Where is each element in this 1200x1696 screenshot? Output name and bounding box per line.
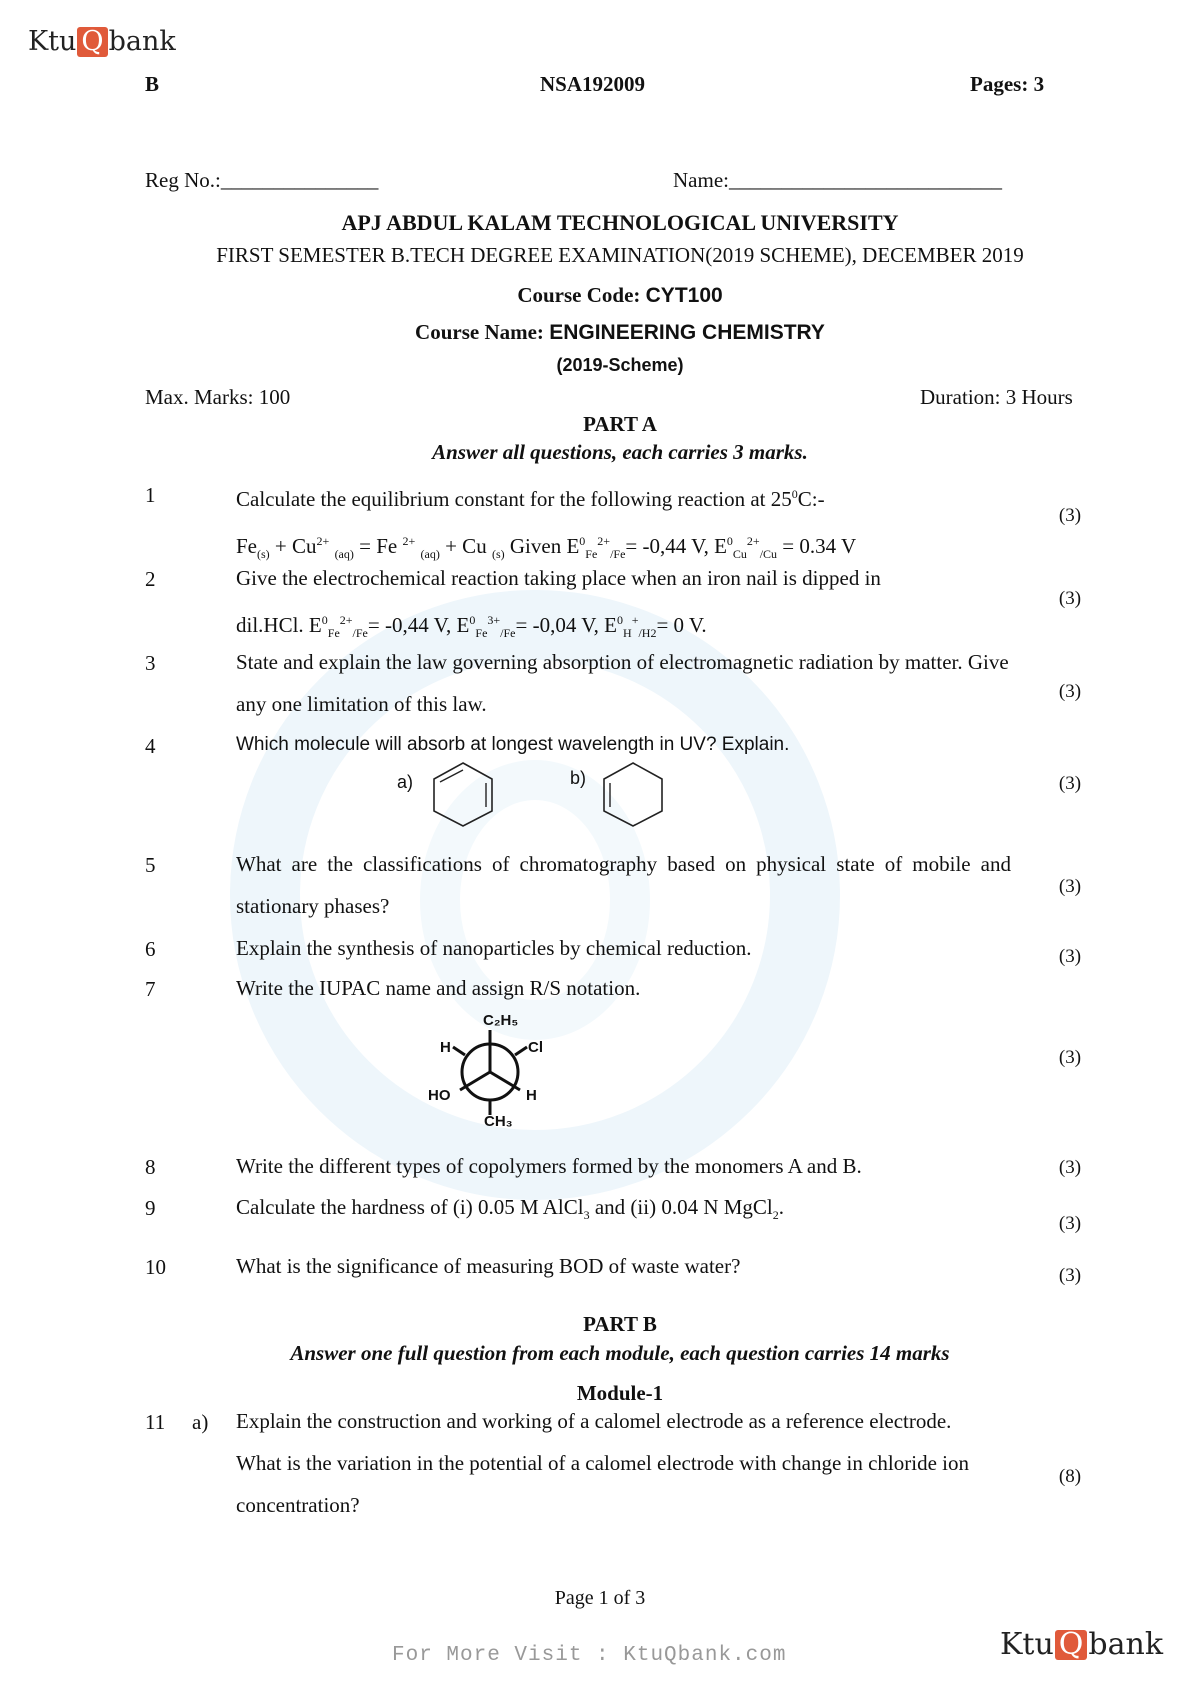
page-count: Pages: 3 — [970, 72, 1045, 96]
q4-option-b-label: b) — [570, 768, 587, 788]
q3-marks: (3) — [1058, 681, 1082, 702]
logo-q: Q — [77, 27, 107, 57]
course-code — [0, 283, 1200, 308]
logo-text-ktu: Ktu — [1000, 1627, 1054, 1662]
q9-text-end: . — [778, 1195, 785, 1219]
exam-title: FIRST SEMESTER B.TECH DEGREE EXAMINATION(2019 SCHEME), DECEMBER 2019 — [216, 243, 1024, 267]
q5-marks: (3) — [1058, 876, 1082, 897]
q11-number: 11 — [145, 1410, 166, 1434]
q5-text: What are the classifications of chromatography based on physical state of mobile and stationary phases? — [236, 852, 1011, 918]
q7-marks: (3) — [1058, 1047, 1082, 1068]
q3-number: 3 — [145, 651, 156, 675]
q2-line1: Give the electrochemical reaction taking place when an iron nail is dipped in — [236, 566, 881, 590]
paper-code: NSA192009 — [540, 72, 646, 96]
scheme: (2019-Scheme) — [556, 355, 684, 375]
q11-sub-label: a) — [192, 1410, 209, 1434]
q4-molecule-b — [598, 760, 668, 828]
course-name-value: ENGINEERING CHEMISTRY — [549, 321, 825, 344]
q4-molecule-a — [428, 760, 498, 828]
q1-text: Calculate the equilibrium constant for the following reaction at $25^0C:-$ $Fe_{(s)} + Cu^{2+}$ $_{(aq)}$ = Fe $^{2+}$ $_{(aq)}$ + Cu $_{(s)}$ Given $E^0_{Fe}^{2+}_{/Fe}= -0,44$ V, $E^0_{Cu}^{2+}_{/Cu} = 0.34$ V — [236, 487, 857, 562]
course-name-label: Course Name: — [415, 320, 544, 344]
name-field: Name:__________________________ — [673, 168, 1002, 192]
q9-marks: (3) — [1058, 1213, 1082, 1234]
q9-number: 9 — [145, 1196, 156, 1220]
q4-number: 4 — [145, 734, 156, 758]
newman-ch3-label: CH₃ — [484, 1113, 513, 1130]
q9-text-mid: and (ii) 0.04 N MgCl — [589, 1195, 773, 1219]
q2-text: Give the electrochemical reaction taking place when an iron nail is dipped in dil.HCl. $E^0_{Fe}^{2+}_{/Fe}= -0,44$ V, $E^0_{Fe}^{3+}_{/Fe}= -0,04$ V, $E^0_H^+_{/H2}= 0$ V. — [236, 566, 881, 641]
newman-h2-label: H — [526, 1087, 537, 1104]
q4-option-a-label: a) — [397, 772, 414, 792]
max-marks: Max. Marks: 100 — [145, 385, 291, 409]
duration: Duration: 3 Hours — [920, 385, 1073, 409]
q1-marks: (3) — [1058, 505, 1082, 526]
q3-text: State and explain the law governing absorption of electromagnetic radiation by matter. Give any one limitation of this law. — [236, 650, 1009, 716]
q6-number: 6 — [145, 937, 156, 961]
part-b-title: PART B — [583, 1312, 657, 1336]
q4-text: Which molecule will absorb at longest wavelength in UV? Explain. — [236, 734, 790, 755]
newman-cl-label: Cl — [528, 1039, 543, 1056]
q1-number: 1 — [145, 483, 156, 507]
q5-number: 5 — [145, 853, 156, 877]
q11-text: Explain the construction and working of a calomel electrode as a reference electrode. What is the variation in the potential of a calomel electrode with change in chloride ion concentration? — [236, 1409, 969, 1517]
q9-text-start: Calculate the hardness of (i) 0.05 M AlCl — [236, 1195, 584, 1219]
part-b-instruction: Answer one full question from each module, each question carries 14 marks — [290, 1341, 950, 1365]
q10-number: 10 — [145, 1255, 166, 1279]
university-name: APJ ABDUL KALAM TECHNOLOGICAL UNIVERSITY — [341, 210, 899, 235]
logo-text-ktu: Ktu — [28, 26, 77, 57]
q6-marks: (3) — [1058, 946, 1082, 967]
q6-text: Explain the synthesis of nanoparticles by chemical reduction. — [236, 936, 752, 960]
set-code: B — [145, 72, 160, 96]
logo-q: Q — [1055, 1630, 1088, 1660]
q4-marks: (3) — [1058, 773, 1082, 794]
q11-marks: (8) — [1058, 1466, 1082, 1487]
q7-text: Write the IUPAC name and assign R/S notation. — [236, 976, 641, 1000]
reg-no-field: Reg No.:_______________ — [145, 168, 379, 192]
newman-h1-label: H — [440, 1039, 451, 1056]
q8-number: 8 — [145, 1155, 156, 1179]
logo-text-bank: bank — [108, 26, 176, 57]
q7-number: 7 — [145, 977, 156, 1001]
part-a-title: PART A — [583, 412, 657, 436]
logo-text-bank: bank — [1088, 1627, 1163, 1662]
footer-link[interactable]: For More Visit : KtuQbank.com — [392, 1644, 787, 1667]
ktuqbank-logo-bottom[interactable] — [1000, 1627, 1163, 1662]
part-a-instruction: Answer all questions, each carries 3 marks. — [432, 440, 808, 464]
q1-line1-end: C:- — [797, 487, 825, 511]
course-code-value: CYT100 — [645, 284, 723, 307]
course-code-label: Course Code: — [517, 283, 641, 307]
course-name — [0, 320, 1200, 345]
q1-line1: Calculate the equilibrium constant for the following reaction at 25 — [236, 487, 792, 511]
q9-text: Calculate the hardness of (i) 0.05 M AlCl$_3$ and (ii) 0.04 N MgCl$_2$. — [236, 1195, 785, 1223]
newman-ho-label: HO — [428, 1087, 451, 1104]
page-number: Page 1 of 3 — [554, 1587, 646, 1609]
q2-number: 2 — [145, 567, 156, 591]
q8-text: Write the different types of copolymers formed by the monomers A and B. — [236, 1154, 862, 1178]
q10-text: What is the significance of measuring BOD of waste water? — [236, 1254, 741, 1278]
q8-marks: (3) — [1058, 1157, 1082, 1178]
q2-marks: (3) — [1058, 588, 1082, 609]
newman-top-label: C₂H₅ — [483, 1012, 519, 1029]
module-1-title: Module-1 — [576, 1381, 664, 1405]
q10-marks: (3) — [1058, 1265, 1082, 1286]
ktuqbank-logo-top[interactable] — [28, 26, 176, 57]
